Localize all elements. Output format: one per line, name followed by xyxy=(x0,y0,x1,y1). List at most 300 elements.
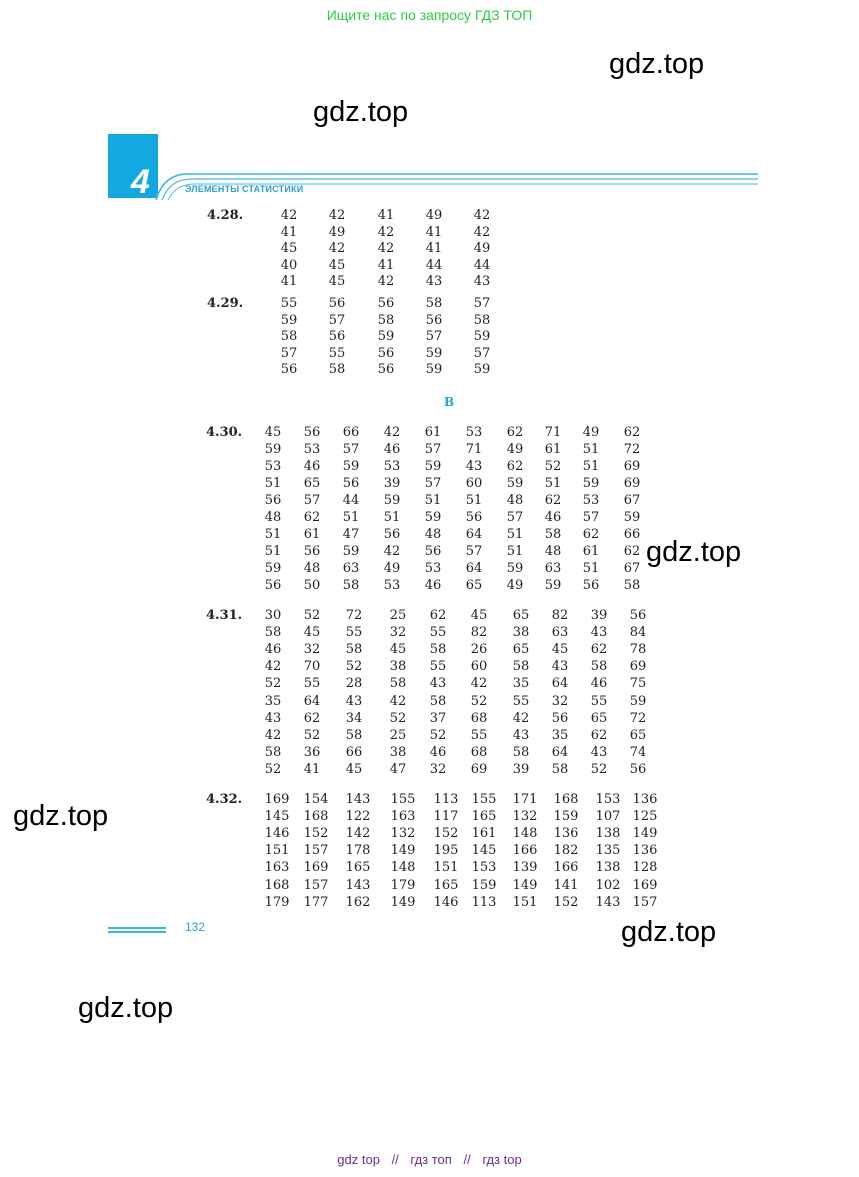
data-value: 136 xyxy=(632,843,658,859)
data-value: 60 xyxy=(470,659,488,675)
data-value: 56 xyxy=(465,510,483,525)
chapter-number: 4 xyxy=(131,163,150,201)
data-value: 51 xyxy=(582,561,600,576)
data-value: 59 xyxy=(473,362,491,377)
data-value: 136 xyxy=(632,792,658,807)
data-value: 128 xyxy=(632,860,658,876)
data-value: 68 xyxy=(470,744,488,760)
data-value: 157 xyxy=(303,877,329,893)
data-value: 45 xyxy=(303,625,321,641)
watermark: gdz.top xyxy=(646,536,742,568)
data-value: 171 xyxy=(512,792,538,807)
data-value: 56 xyxy=(328,329,346,344)
data-value: 52 xyxy=(389,710,407,726)
data-value: 43 xyxy=(551,659,569,675)
data-value: 169 xyxy=(303,860,329,876)
data-value: 63 xyxy=(551,625,569,641)
data-value: 146 xyxy=(433,894,459,910)
data-value: 56 xyxy=(377,362,395,377)
data-value: 38 xyxy=(512,625,530,641)
data-value: 163 xyxy=(264,860,290,876)
data-value: 62 xyxy=(506,459,524,474)
data-value: 58 xyxy=(328,362,346,377)
data-value: 60 xyxy=(465,476,483,491)
data-value: 75 xyxy=(629,676,647,692)
data-value: 59 xyxy=(623,510,641,525)
data-value: 72 xyxy=(629,710,647,726)
data-value: 159 xyxy=(471,877,497,893)
data-value: 45 xyxy=(389,642,407,658)
data-value: 57 xyxy=(473,345,491,361)
problem-number: 4.31. xyxy=(206,608,243,623)
data-value: 62 xyxy=(544,493,562,508)
data-value: 44 xyxy=(425,257,443,273)
data-value: 57 xyxy=(342,442,360,457)
data-value: 53 xyxy=(424,561,442,576)
data-value: 43 xyxy=(590,744,608,760)
data-value: 39 xyxy=(383,476,401,491)
footer-link[interactable]: gdz top xyxy=(337,1152,380,1167)
data-value: 168 xyxy=(553,792,579,807)
data-value: 153 xyxy=(595,792,621,807)
data-value: 58 xyxy=(264,625,282,641)
data-value: 52 xyxy=(544,459,562,474)
data-value: 59 xyxy=(506,476,524,491)
data-value: 69 xyxy=(470,761,488,777)
data-value: 78 xyxy=(629,642,647,658)
data-value: 46 xyxy=(429,744,447,760)
data-value: 139 xyxy=(512,860,538,876)
top-banner-text: Ищите нас по запросу ГДЗ ТОП xyxy=(326,7,533,23)
data-value: 49 xyxy=(425,208,443,223)
data-value: 51 xyxy=(424,493,442,508)
data-value: 48 xyxy=(264,510,282,525)
data-value: 62 xyxy=(623,544,641,559)
data-value: 59 xyxy=(544,578,562,593)
data-value: 62 xyxy=(582,527,600,542)
data-value: 42 xyxy=(473,224,491,240)
data-value: 25 xyxy=(389,727,407,743)
data-value: 49 xyxy=(328,224,346,240)
data-value: 42 xyxy=(389,693,407,709)
data-value: 56 xyxy=(629,608,647,623)
data-value: 177 xyxy=(303,894,329,910)
data-value: 59 xyxy=(582,476,600,491)
data-value: 47 xyxy=(342,527,360,542)
data-value: 59 xyxy=(280,312,298,328)
data-value: 56 xyxy=(377,296,395,311)
data-value: 52 xyxy=(303,727,321,743)
data-value: 59 xyxy=(342,544,360,559)
data-value: 48 xyxy=(544,544,562,559)
data-value: 64 xyxy=(465,527,483,542)
data-value: 57 xyxy=(465,544,483,559)
data-value: 67 xyxy=(623,561,641,576)
data-value: 117 xyxy=(433,809,459,825)
data-value: 35 xyxy=(551,727,569,743)
data-value: 63 xyxy=(544,561,562,576)
data-value: 39 xyxy=(590,608,608,623)
data-value: 70 xyxy=(303,659,321,675)
data-value: 41 xyxy=(425,224,443,240)
data-value: 59 xyxy=(425,345,443,361)
data-value: 82 xyxy=(470,625,488,641)
data-value: 45 xyxy=(551,642,569,658)
data-value: 59 xyxy=(342,459,360,474)
data-value: 61 xyxy=(424,425,442,440)
data-value: 58 xyxy=(429,693,447,709)
data-value: 155 xyxy=(390,792,416,807)
data-value: 43 xyxy=(429,676,447,692)
data-value: 69 xyxy=(629,659,647,675)
data-value: 42 xyxy=(328,241,346,256)
data-value: 59 xyxy=(425,362,443,377)
data-value: 57 xyxy=(280,345,298,361)
data-value: 55 xyxy=(328,345,346,361)
data-value: 55 xyxy=(280,296,298,311)
data-value: 57 xyxy=(424,442,442,457)
data-value: 32 xyxy=(389,625,407,641)
data-value: 52 xyxy=(303,608,321,623)
data-value: 45 xyxy=(264,425,282,440)
data-value: 43 xyxy=(345,693,363,709)
data-value: 163 xyxy=(390,809,416,825)
data-value: 38 xyxy=(389,659,407,675)
problem-number: 4.29. xyxy=(207,296,244,311)
data-value: 42 xyxy=(328,208,346,223)
data-value: 42 xyxy=(377,241,395,256)
data-value: 51 xyxy=(342,510,360,525)
data-value: 42 xyxy=(264,727,282,743)
data-value: 62 xyxy=(590,642,608,658)
data-value: 62 xyxy=(303,710,321,726)
data-value: 48 xyxy=(506,493,524,508)
data-value: 149 xyxy=(632,826,658,842)
data-value: 149 xyxy=(390,843,416,859)
data-value: 132 xyxy=(512,809,538,825)
data-value: 53 xyxy=(383,578,401,593)
data-value: 138 xyxy=(595,826,621,842)
data-value: 157 xyxy=(632,894,658,910)
footer-rule xyxy=(108,927,166,929)
watermark: gdz.top xyxy=(78,992,174,1024)
data-value: 43 xyxy=(264,710,282,726)
data-value: 51 xyxy=(544,476,562,491)
data-value: 153 xyxy=(471,860,497,876)
watermark: gdz.top xyxy=(609,48,705,80)
data-value: 53 xyxy=(582,493,600,508)
data-value: 141 xyxy=(553,877,579,893)
data-value: 41 xyxy=(280,224,298,240)
data-value: 132 xyxy=(390,826,416,842)
data-value: 169 xyxy=(632,877,658,893)
data-value: 179 xyxy=(264,894,290,910)
data-value: 166 xyxy=(512,843,538,859)
data-value: 36 xyxy=(303,744,321,760)
data-value: 52 xyxy=(590,761,608,777)
data-value: 45 xyxy=(345,761,363,777)
data-value: 42 xyxy=(473,208,491,223)
footer-rule xyxy=(108,931,166,933)
data-value: 69 xyxy=(623,476,641,491)
data-value: 48 xyxy=(303,561,321,576)
data-value: 59 xyxy=(424,510,442,525)
data-value: 57 xyxy=(506,510,524,525)
data-value: 58 xyxy=(551,761,569,777)
data-value: 58 xyxy=(345,727,363,743)
data-value: 68 xyxy=(470,710,488,726)
data-value: 32 xyxy=(303,642,321,658)
data-value: 56 xyxy=(383,527,401,542)
data-value: 45 xyxy=(280,241,298,256)
data-value: 72 xyxy=(345,608,363,623)
data-value: 55 xyxy=(303,676,321,692)
data-value: 26 xyxy=(470,642,488,658)
data-value: 59 xyxy=(383,493,401,508)
data-value: 51 xyxy=(582,459,600,474)
data-value: 51 xyxy=(582,442,600,457)
data-value: 67 xyxy=(623,493,641,508)
data-value: 59 xyxy=(264,561,282,576)
footer-link[interactable]: гдз top xyxy=(482,1152,522,1167)
data-value: 46 xyxy=(544,510,562,525)
data-value: 169 xyxy=(264,792,290,807)
data-value: 42 xyxy=(470,676,488,692)
data-value: 58 xyxy=(544,527,562,542)
data-value: 155 xyxy=(471,792,497,807)
data-value: 157 xyxy=(303,843,329,859)
data-value: 62 xyxy=(303,510,321,525)
data-value: 52 xyxy=(345,659,363,675)
data-value: 53 xyxy=(303,442,321,457)
data-value: 145 xyxy=(471,843,497,859)
data-value: 56 xyxy=(629,761,647,777)
data-value: 44 xyxy=(342,493,360,508)
data-value: 43 xyxy=(465,459,483,474)
data-value: 65 xyxy=(303,476,321,491)
data-value: 58 xyxy=(425,296,443,311)
data-value: 71 xyxy=(544,425,562,440)
data-value: 84 xyxy=(629,625,647,641)
data-value: 49 xyxy=(506,578,524,593)
data-value: 72 xyxy=(623,442,641,457)
data-value: 166 xyxy=(553,860,579,876)
data-value: 45 xyxy=(328,257,346,273)
problem-number: 4.28. xyxy=(207,208,244,223)
data-value: 52 xyxy=(264,676,282,692)
data-value: 56 xyxy=(303,544,321,559)
data-value: 59 xyxy=(629,693,647,709)
data-value: 61 xyxy=(544,442,562,457)
data-value: 49 xyxy=(383,561,401,576)
data-value: 58 xyxy=(342,578,360,593)
data-value: 43 xyxy=(590,625,608,641)
data-value: 57 xyxy=(424,476,442,491)
data-value: 57 xyxy=(582,510,600,525)
data-value: 151 xyxy=(264,843,290,859)
data-value: 162 xyxy=(345,894,371,910)
data-value: 50 xyxy=(303,578,321,593)
data-value: 56 xyxy=(264,493,282,508)
data-value: 51 xyxy=(383,510,401,525)
data-value: 44 xyxy=(473,257,491,273)
data-value: 58 xyxy=(280,329,298,344)
section-title: ЭЛЕМЕНТЫ СТАТИСТИКИ xyxy=(185,184,304,194)
data-value: 55 xyxy=(345,625,363,641)
data-value: 138 xyxy=(595,860,621,876)
data-value: 52 xyxy=(470,693,488,709)
data-value: 149 xyxy=(390,894,416,910)
data-value: 182 xyxy=(553,843,579,859)
data-value: 179 xyxy=(390,877,416,893)
data-value: 47 xyxy=(389,761,407,777)
data-value: 53 xyxy=(264,459,282,474)
page-number: 132 xyxy=(185,920,206,934)
data-value: 46 xyxy=(264,642,282,658)
data-value: 56 xyxy=(551,710,569,726)
watermark: gdz.top xyxy=(621,916,717,948)
data-value: 71 xyxy=(465,442,483,457)
data-value: 30 xyxy=(264,608,282,623)
data-value: 135 xyxy=(595,843,621,859)
data-value: 165 xyxy=(433,877,459,893)
data-value: 58 xyxy=(512,744,530,760)
data-value: 152 xyxy=(303,826,329,842)
data-value: 65 xyxy=(465,578,483,593)
footer-links xyxy=(0,1152,859,1167)
data-value: 165 xyxy=(345,860,371,876)
data-value: 48 xyxy=(424,527,442,542)
data-value: 165 xyxy=(471,809,497,825)
data-value: 41 xyxy=(377,208,395,223)
data-value: 56 xyxy=(377,345,395,361)
data-value: 58 xyxy=(377,312,395,328)
data-value: 59 xyxy=(506,561,524,576)
data-value: 56 xyxy=(280,362,298,377)
data-value: 56 xyxy=(582,578,600,593)
data-value: 55 xyxy=(429,625,447,641)
data-value: 56 xyxy=(264,578,282,593)
data-value: 51 xyxy=(506,527,524,542)
data-value: 159 xyxy=(553,809,579,825)
data-value: 168 xyxy=(264,877,290,893)
data-value: 39 xyxy=(512,761,530,777)
data-value: 58 xyxy=(623,578,641,593)
data-value: 51 xyxy=(465,493,483,508)
data-value: 49 xyxy=(506,442,524,457)
data-value: 148 xyxy=(512,826,538,842)
data-value: 65 xyxy=(512,608,530,623)
data-value: 58 xyxy=(389,676,407,692)
data-value: 56 xyxy=(342,476,360,491)
data-value: 56 xyxy=(328,296,346,311)
data-value: 55 xyxy=(590,693,608,709)
data-value: 51 xyxy=(264,527,282,542)
data-value: 168 xyxy=(303,809,329,825)
data-value: 62 xyxy=(590,727,608,743)
data-value: 62 xyxy=(429,608,447,623)
data-value: 40 xyxy=(280,257,298,273)
footer-separator: // xyxy=(463,1152,471,1167)
data-value: 25 xyxy=(389,608,407,623)
data-value: 58 xyxy=(264,744,282,760)
data-value: 69 xyxy=(623,459,641,474)
data-value: 63 xyxy=(342,561,360,576)
data-value: 58 xyxy=(512,659,530,675)
data-value: 41 xyxy=(280,274,298,289)
data-value: 113 xyxy=(433,792,459,807)
data-value: 143 xyxy=(345,792,371,807)
data-value: 61 xyxy=(582,544,600,559)
data-value: 43 xyxy=(512,727,530,743)
difficulty-level-label: В xyxy=(444,395,455,409)
data-value: 64 xyxy=(303,693,321,709)
data-value: 58 xyxy=(429,642,447,658)
data-value: 57 xyxy=(303,493,321,508)
data-value: 195 xyxy=(433,843,459,859)
data-value: 35 xyxy=(512,676,530,692)
data-value: 51 xyxy=(264,544,282,559)
data-value: 65 xyxy=(512,642,530,658)
data-value: 34 xyxy=(345,710,363,726)
data-value: 46 xyxy=(590,676,608,692)
data-value: 52 xyxy=(264,761,282,777)
data-value: 42 xyxy=(377,224,395,240)
data-value: 55 xyxy=(470,727,488,743)
data-value: 82 xyxy=(551,608,569,623)
data-value: 51 xyxy=(264,476,282,491)
data-value: 152 xyxy=(553,894,579,910)
data-value: 45 xyxy=(328,274,346,289)
data-value: 53 xyxy=(383,459,401,474)
data-value: 125 xyxy=(632,809,658,825)
data-value: 113 xyxy=(471,894,497,910)
data-value: 178 xyxy=(345,843,371,859)
data-value: 102 xyxy=(595,877,621,893)
data-value: 149 xyxy=(512,877,538,893)
footer-link[interactable]: гдз топ xyxy=(410,1152,452,1167)
data-value: 57 xyxy=(425,329,443,344)
data-value: 59 xyxy=(377,329,395,344)
data-value: 143 xyxy=(595,894,621,910)
watermark: gdz.top xyxy=(313,96,409,128)
data-value: 42 xyxy=(280,208,298,223)
problem-number: 4.32. xyxy=(206,792,243,807)
data-value: 145 xyxy=(264,809,290,825)
data-value: 62 xyxy=(623,425,641,440)
data-value: 74 xyxy=(629,744,647,760)
data-value: 45 xyxy=(470,608,488,623)
data-value: 38 xyxy=(389,744,407,760)
data-value: 57 xyxy=(328,312,346,328)
data-value: 46 xyxy=(303,459,321,474)
data-value: 46 xyxy=(424,578,442,593)
footer-separator: // xyxy=(391,1152,399,1167)
data-value: 58 xyxy=(590,659,608,675)
data-value: 56 xyxy=(425,312,443,328)
data-value: 43 xyxy=(473,274,491,289)
data-value: 35 xyxy=(264,693,282,709)
data-value: 41 xyxy=(425,241,443,256)
data-value: 32 xyxy=(429,761,447,777)
data-value: 65 xyxy=(590,710,608,726)
data-value: 52 xyxy=(429,727,447,743)
data-value: 53 xyxy=(465,425,483,440)
data-value: 42 xyxy=(383,425,401,440)
data-value: 59 xyxy=(473,329,491,344)
data-value: 42 xyxy=(377,274,395,289)
data-value: 37 xyxy=(429,710,447,726)
